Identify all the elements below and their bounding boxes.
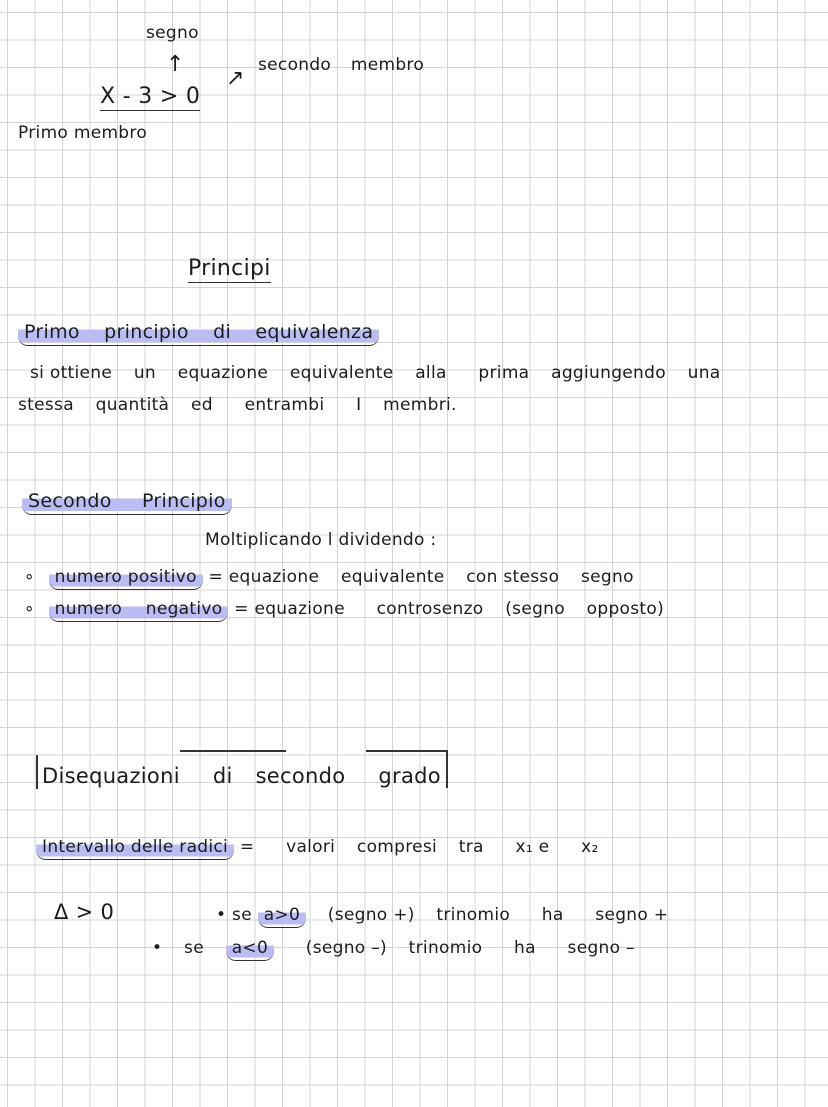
bullet-circle-icon: ∘ bbox=[24, 599, 35, 619]
bullet-dot-icon: • bbox=[152, 938, 163, 958]
secondo-membro-label: secondo membro bbox=[258, 55, 425, 75]
arrow-diagonal-icon: ↗ bbox=[226, 66, 245, 91]
bullet-positivo: ∘ numero positivo = equazione equivalente con stesso segno bbox=[24, 569, 634, 586]
delta-condition: Δ > 0 bbox=[54, 900, 115, 924]
secondo-principio-heading: Secondo Principio bbox=[22, 492, 232, 511]
intervallo-row: Intervallo delle radici = valori compresi tra x₁ e x₂ bbox=[36, 839, 599, 856]
frame-right-line bbox=[446, 750, 448, 788]
frame-top-right-line bbox=[366, 750, 446, 752]
case-a-negative: • se a<0 (segno –) trinomio ha segno – bbox=[152, 940, 635, 957]
primo-principio-line2: stessa quantità ed entrambi I membri. bbox=[18, 395, 457, 415]
frame-left-line bbox=[36, 755, 38, 789]
bullet-negativo: ∘ numero negativo = equazione controsenzo (segno opposto) bbox=[24, 601, 664, 618]
bullet-circle-icon: ∘ bbox=[24, 567, 35, 587]
disequazioni-heading: Disequazioni di secondo grado bbox=[42, 764, 441, 788]
secondo-principio-intro: Moltiplicando l dividendo : bbox=[205, 530, 437, 550]
bullet-dot-icon: • bbox=[216, 905, 227, 925]
case-a-positive: • se a>0 (segno +) trinomio ha segno + bbox=[216, 907, 668, 924]
frame-top-line bbox=[180, 750, 286, 752]
expression: X - 3 > 0 bbox=[100, 84, 201, 109]
primo-principio-line1: si ottiene un equazione equivalente alla prima aggiungendo una bbox=[30, 363, 721, 383]
segno-label: segno bbox=[146, 23, 199, 43]
primo-principio-heading: Primo principio di equivalenza bbox=[18, 323, 379, 342]
page-title: Principi bbox=[188, 256, 271, 281]
arrow-up-icon: ↑ bbox=[166, 52, 185, 77]
primo-membro-label: Primo membro bbox=[18, 123, 148, 143]
